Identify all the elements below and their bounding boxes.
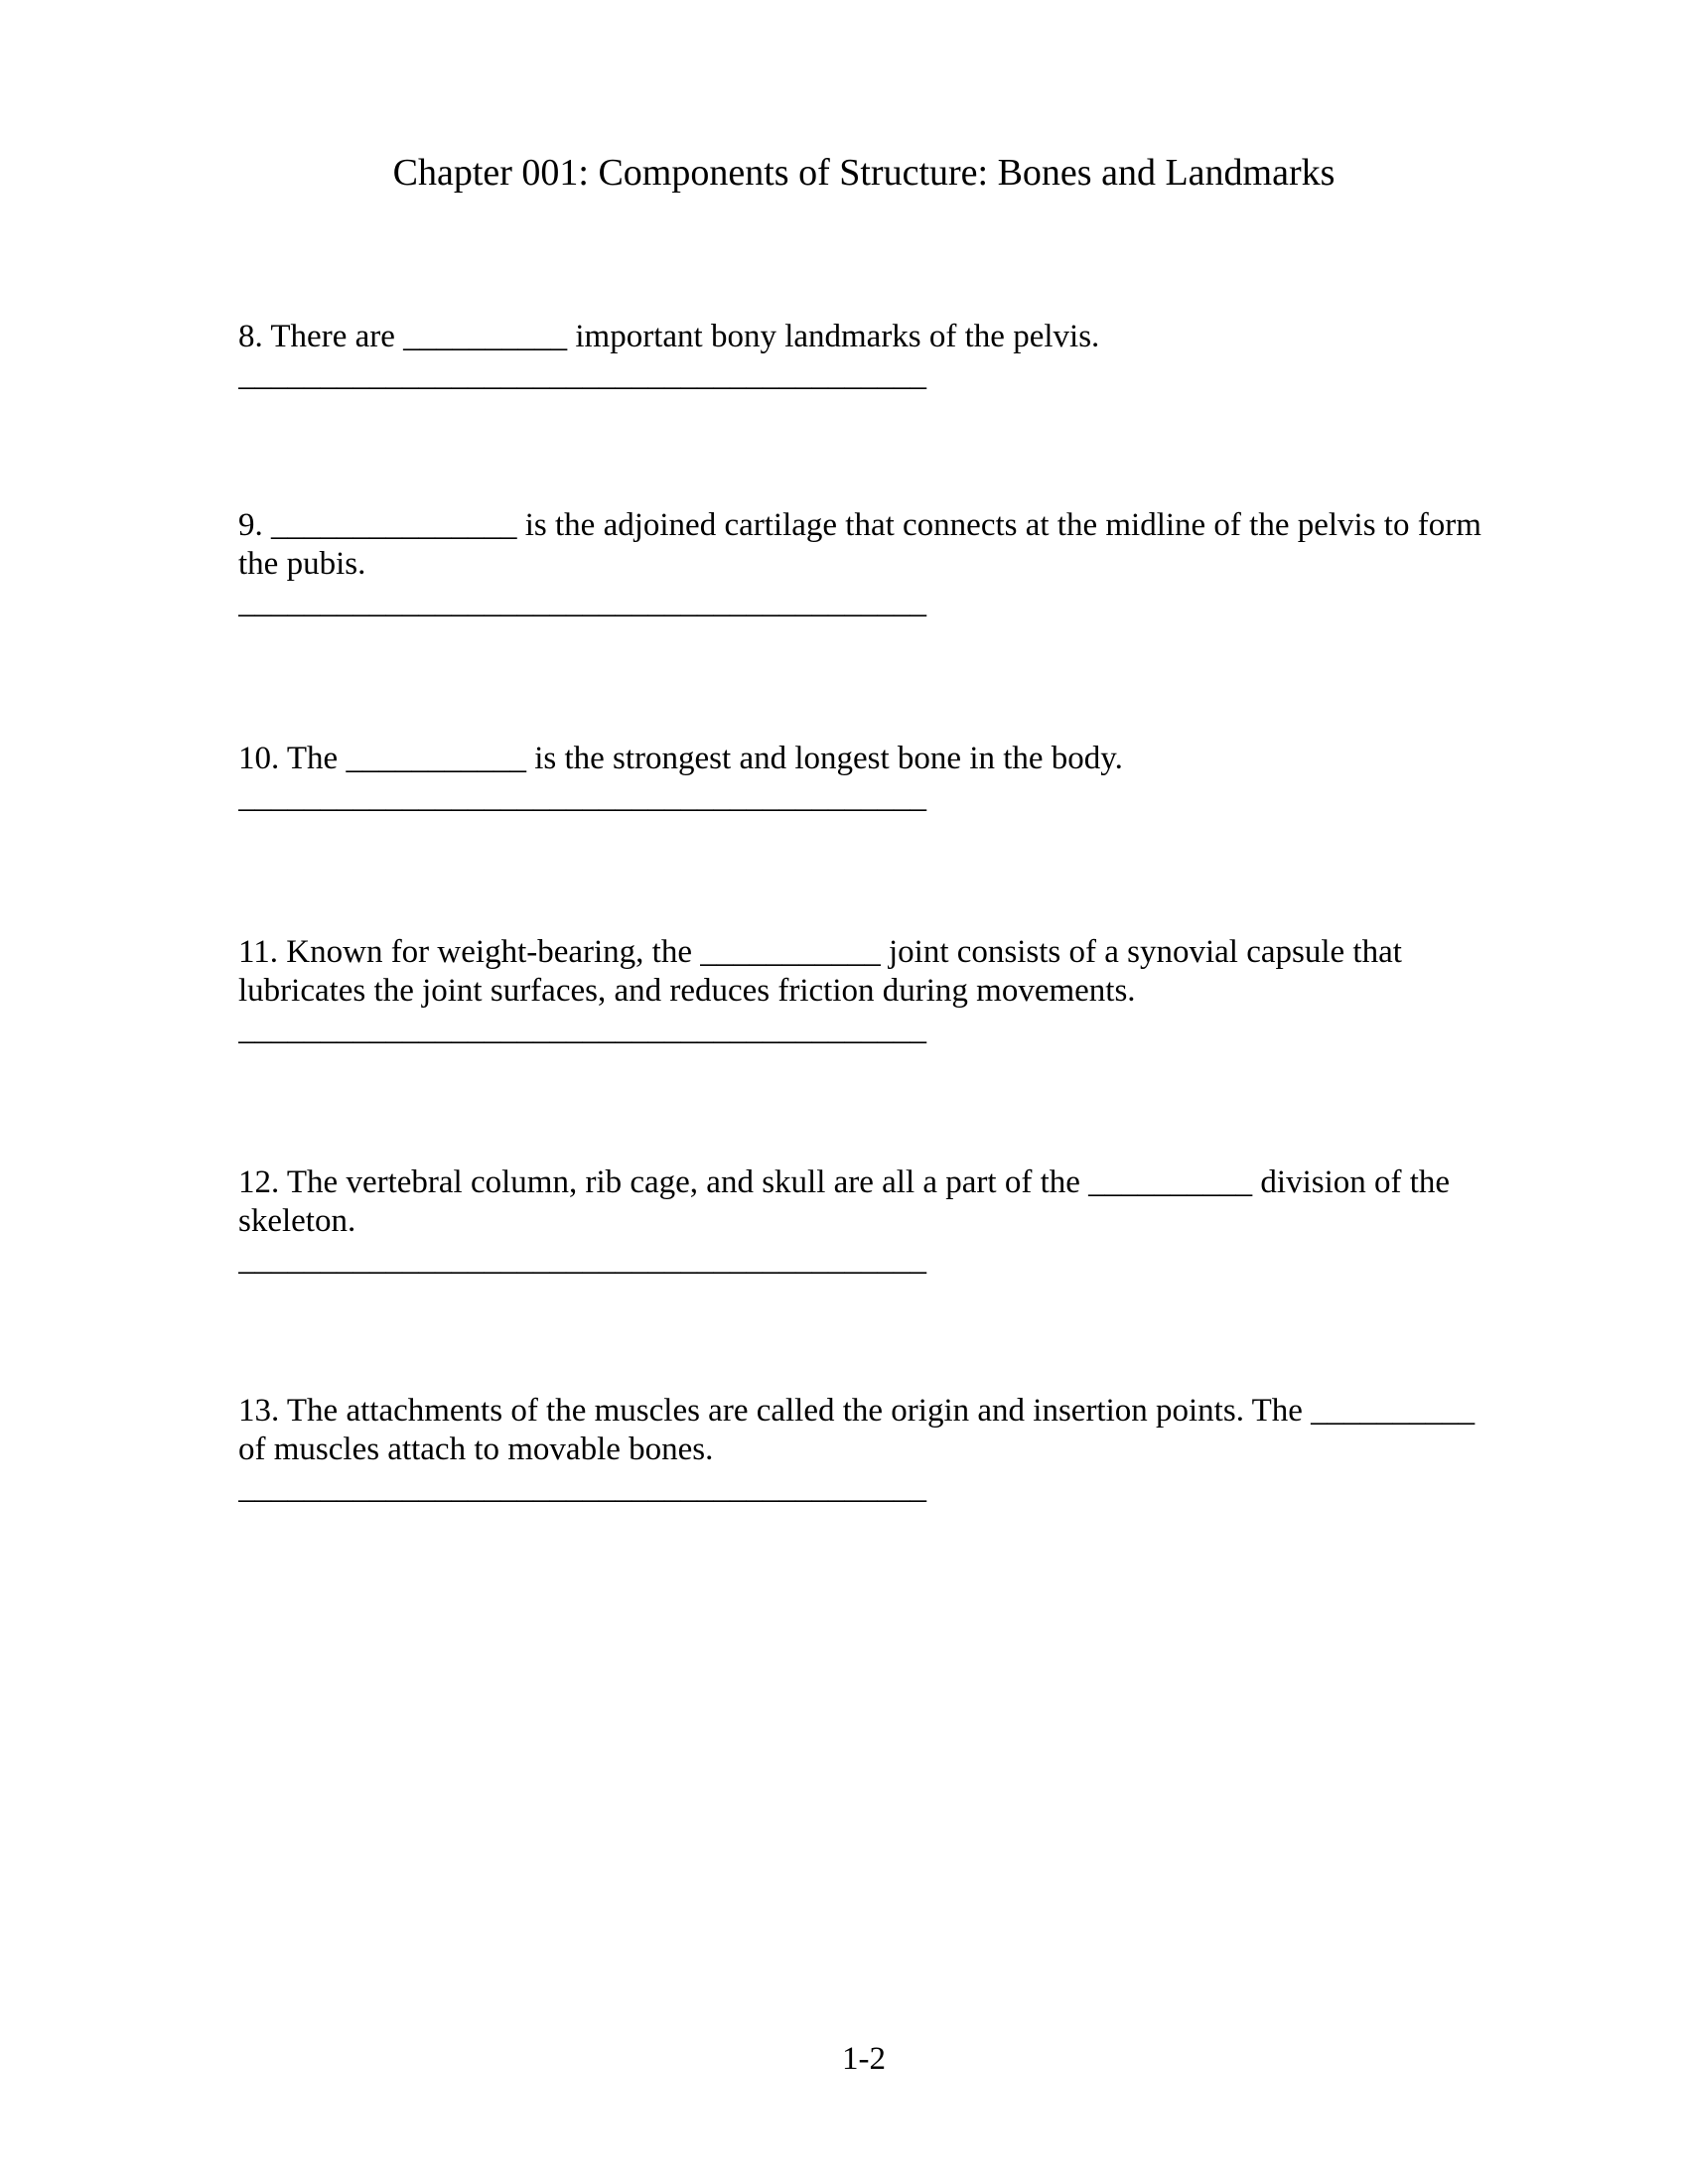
answer-line: __________________________________________ — [238, 585, 926, 620]
question-text: 10. The ___________ is the strongest and longest bone in the body. — [238, 741, 1123, 776]
answer-line: __________________________________________ — [238, 1242, 926, 1278]
question-block-9 — [238, 506, 1489, 622]
question-block-12 — [238, 1163, 1489, 1280]
answer-line: __________________________________________ — [238, 357, 926, 393]
question-text: 8. There are __________ important bony landmarks of the pelvis. — [238, 319, 1100, 354]
question-text: 11. Known for weight-bearing, the ___________ joint consists of a synovial capsule that lubricates the joint surfaces, and reduces friction during movements. — [238, 934, 1402, 1009]
answer-line: __________________________________________ — [238, 779, 926, 815]
page-title: Chapter 001: Components of Structure: Bones and Landmarks — [392, 152, 1336, 194]
question-text: 9. _______________ is the adjoined cartilage that connects at the midline of the pelvis to form the pubis. — [238, 507, 1481, 582]
answer-line: __________________________________________ — [238, 1012, 926, 1047]
question-block-11 — [238, 933, 1489, 1049]
question-block-13 — [238, 1392, 1489, 1508]
question-text: 12. The vertebral column, rib cage, and skull are all a part of the __________ division of the skeleton. — [238, 1164, 1451, 1239]
question-block-10 — [238, 740, 1489, 817]
question-block-8 — [238, 318, 1489, 395]
answer-line: __________________________________________ — [238, 1470, 926, 1506]
question-text: 13. The attachments of the muscles are called the origin and insertion points. The __________ of muscles attach to movable bones. — [238, 1393, 1476, 1467]
page-number: 1-2 — [842, 2041, 886, 2077]
